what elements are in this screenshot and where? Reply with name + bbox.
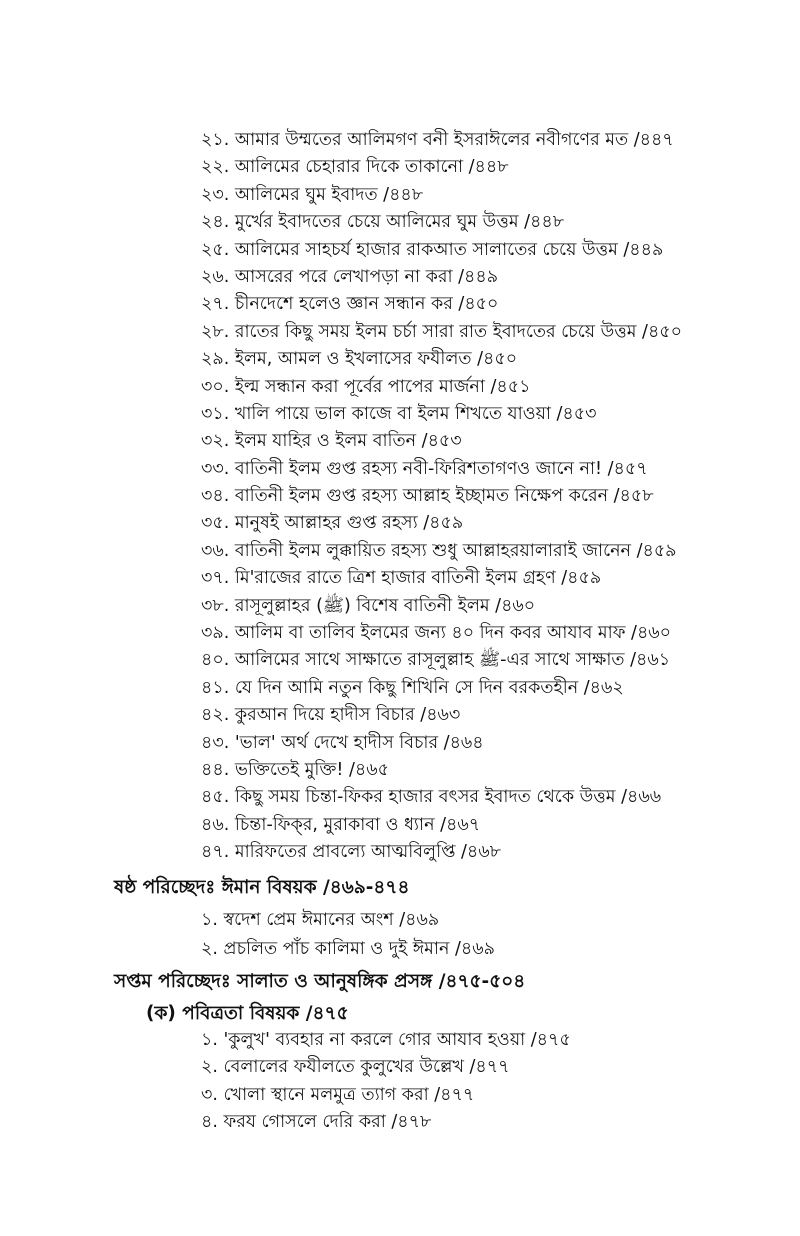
toc-entry: ২১. আমার উম্মতের আলিমগণ বনী ইসরাঈলের নবীগণের মত /৪৪৭ xyxy=(201,130,674,150)
toc-entry: ৩৮. রাসূলুল্লাহর (ﷺ) বিশেষ বাতিনী ইলম /৪৬০ xyxy=(201,595,536,616)
toc-entry: ৪৬. চিন্তা-ফিক্‌র, মুরাকাবা ও ধ্যান /৪৬৭ xyxy=(201,814,481,835)
toc-entry: ৩৩. বাতিনী ইলম গুপ্ত রহস্য নবী-ফিরিশতাগণও জানে না! /৪৫৭ xyxy=(201,458,648,479)
toc-entry: ২৩. আলিমের ঘুম ইবাদত /৪৪৮ xyxy=(201,184,424,205)
toc-entry: ৩২. ইলম যাহির ও ইলম বাতিন /৪৫৩ xyxy=(201,431,462,452)
toc-entry: ৩৫. মানুষই আল্লাহর গুপ্ত রহস্য /৪৫৯ xyxy=(201,513,464,534)
toc-entry: ২৮. রাতের কিছু সময় ইলম চর্চা সারা রাত ইবাদতের চেয়ে উত্তম /৪৫০ xyxy=(201,321,683,342)
section-heading-ka: (ক) পবিত্রতা বিষয়ক /৪৭৫ xyxy=(146,1003,349,1024)
toc-entry: ২২. আলিমের চেহারার দিকে তাকানো /৪৪৮ xyxy=(201,157,509,178)
chapter-6-entries xyxy=(201,906,761,964)
toc-entry: ২৬. আসরের পরে লেখাপড়া না করা /৪৪৯ xyxy=(201,266,499,287)
chapter-heading-7: সপ্তম পরিচ্ছেদঃ সালাত ও আনুষঙ্গিক প্রসঙ্গ /৪৭৫-৫০৪ xyxy=(114,971,526,992)
toc-entries xyxy=(201,127,761,867)
toc-entry: ২৫. আলিমের সাহচর্য হাজার রাকআত সালাতের চেয়ে উত্তম /৪৪৯ xyxy=(201,239,664,260)
toc-entry: ৪০. আলিমের সাথে সাক্ষাতে রাসূলুল্লাহ ﷺ-এর সাথে সাক্ষাত /৪৬১ xyxy=(201,650,671,671)
toc-entry: ২৭. চীনদেশে হলেও জ্ঞান সন্ধান কর /৪৫০ xyxy=(201,294,499,315)
toc-entry: ৩. খোলা স্থানে মলমুত্র ত্যাগ করা /৪৭৭ xyxy=(201,1084,475,1105)
toc-entry: ২. বেলালের ফযীলতে কুলুখের উল্লেখ /৪৭৭ xyxy=(201,1057,510,1078)
toc-entry: ২৪. মুর্খের ইবাদতের চেয়ে আলিমের ঘুম উত্তম /৪৪৮ xyxy=(201,212,565,233)
toc-entry: ৪২. কুরআন দিয়ে হাদীস বিচার /৪৬৩ xyxy=(201,705,461,726)
toc-entry: ১. স্বদেশ প্রেম ঈমানের অংশ /৪৬৯ xyxy=(201,910,440,930)
toc-entry: ১. 'কুলুখ' ব্যবহার না করলে গোর আযাব হওয়া /৪৭৫ xyxy=(201,1030,571,1050)
toc-entry: ৩৭. মি'রাজের রাতে ত্রিশ হাজার বাতিনী ইলম গ্রহণ /৪৫৯ xyxy=(201,568,602,589)
toc-entry: ৪. ফরয গোসলে দেরি করা /৪৭৮ xyxy=(201,1112,432,1133)
toc-entry: ৩১. খালি পায়ে ভাল কাজে বা ইলম শিখতে যাওয়া /৪৫৩ xyxy=(201,403,597,424)
section-ka-entries xyxy=(201,1027,761,1137)
toc-entry: ২৯. ইলম, আমল ও ইখলাসের ফযীলত /৪৫০ xyxy=(201,349,518,370)
toc-entry: ৩৪. বাতিনী ইলম গুপ্ত রহস্য আল্লাহ ইচ্ছামত নিক্ষেপ করেন /৪৫৮ xyxy=(201,486,654,507)
toc-entry: ৩৬. বাতিনী ইলম লুক্কায়িত রহস্য শুধু আল্লাহরয়ালারাই জানেন /৪৫৯ xyxy=(201,540,677,561)
toc-entry: ৪৭. মারিফতের প্রাবল্যে আত্মবিলুপ্তি /৪৬৮ xyxy=(201,842,502,863)
toc-entry: ২. প্রচলিত পাঁচ কালিমা ও দুই ঈমান /৪৬৯ xyxy=(201,939,495,959)
toc-entry: ৪৪. ভক্তিতেই মুক্তি! /৪৬৫ xyxy=(201,759,389,780)
toc-entry: ৪১. যে দিন আমি নতুন কিছু শিখিনি সে দিন বরকতহীন /৪৬২ xyxy=(201,677,624,698)
toc-entry: ৩৯. আলিম বা তালিব ইলমের জন্য ৪০ দিন কবর আযাব মাফ /৪৬০ xyxy=(201,623,672,644)
toc-entry: ৪৫. কিছু সময় চিন্তা-ফিকর হাজার বৎসর ইবাদত থেকে উত্তম /৪৬৬ xyxy=(201,787,662,808)
toc-entry: ৪৩. 'ভাল' অর্থ দেখে হাদীস বিচার /৪৬৪ xyxy=(201,732,484,753)
chapter-heading-6: ষষ্ঠ পরিচ্ছেদঃ ঈমান বিষয়ক /৪৬৯-৪৭৪ xyxy=(114,877,410,898)
toc-entry: ৩০. ইল্ম সন্ধান করা পূর্বের পাপের মার্জনা /৪৫১ xyxy=(201,376,531,397)
